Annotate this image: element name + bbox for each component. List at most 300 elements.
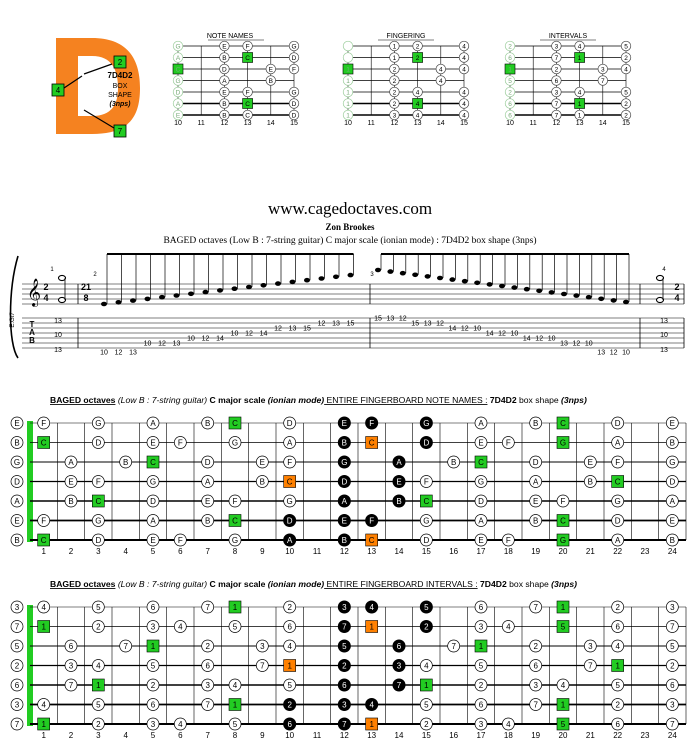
note-label: 5	[478, 661, 484, 671]
eighth-note	[586, 295, 592, 300]
note-label: C	[40, 438, 47, 448]
note-label: 7	[451, 642, 456, 651]
note-label: 2	[615, 603, 620, 612]
small-note-label: E	[268, 66, 273, 74]
note-label: 2	[287, 700, 292, 710]
tab-number: 10	[584, 340, 593, 348]
eighth-note	[387, 269, 393, 274]
note-label: D	[150, 497, 156, 506]
fret-number: 8	[232, 731, 238, 740]
fret-number: 4	[123, 547, 128, 556]
note-label: 7	[342, 720, 347, 729]
note-label: G	[341, 458, 348, 467]
note-label: B	[204, 419, 211, 428]
note-label: 7	[588, 661, 593, 671]
tab-number: 10	[54, 332, 62, 339]
small-fret-number: 10	[344, 120, 352, 127]
fret-number: 1	[41, 547, 46, 556]
small-note-label: 1	[577, 55, 582, 62]
fret-number: 18	[503, 547, 513, 556]
note-label: 5	[287, 681, 292, 690]
small-note-label: D	[175, 89, 181, 97]
tab-number: 12	[201, 335, 210, 343]
small-note-label: 2	[508, 43, 512, 51]
note-label: E	[478, 536, 484, 545]
eighth-note	[487, 282, 493, 287]
small-note-label: 7	[554, 101, 559, 108]
logo-label-line: (3nps)	[109, 101, 131, 108]
small-note-label: C	[245, 101, 250, 108]
note-label: E	[68, 477, 74, 487]
time-signature: 4	[674, 293, 680, 303]
small-note-label: 1	[392, 55, 397, 62]
logo-label-line: 7D4D2	[107, 71, 133, 80]
note-label: 1	[41, 720, 46, 729]
note-label: C	[232, 419, 238, 428]
note-label: C	[286, 477, 293, 487]
note-label: E	[669, 419, 676, 428]
tab-number: 13	[54, 347, 62, 354]
small-fret-number: 14	[436, 120, 445, 127]
small-note-label: D	[291, 112, 297, 120]
eighth-note	[304, 278, 310, 283]
fret-number: 16	[449, 731, 459, 740]
note-label: E	[478, 438, 484, 448]
eighth-note	[174, 293, 180, 298]
note-label: D	[669, 477, 676, 487]
note-label: B	[341, 438, 348, 448]
time-signature: 8	[83, 293, 89, 303]
note-label: F	[287, 458, 293, 467]
fret-number: 1	[41, 731, 46, 740]
fret-number: 13	[367, 731, 377, 740]
note-label: 4	[287, 642, 292, 651]
note-label: E	[341, 516, 348, 526]
note-label: D	[614, 516, 621, 526]
small-note-label: C	[245, 55, 250, 62]
fret-number: 13	[367, 547, 377, 556]
tab-number: 10	[187, 335, 195, 343]
tab-number: 15	[411, 320, 420, 328]
note-label: G	[669, 458, 676, 467]
small-note-label: G	[175, 78, 181, 85]
small-note-label: 2	[508, 89, 512, 97]
eighth-note	[536, 289, 542, 294]
tab-number: 13	[660, 347, 668, 354]
small-note-label: 4	[462, 55, 466, 62]
tab-number: 13	[54, 318, 62, 325]
tab-number: 12	[535, 335, 544, 343]
small-note-label: 4	[415, 89, 420, 97]
tab-number: 12	[114, 349, 123, 357]
note-label: 3	[150, 622, 156, 632]
author-name: Zon Brookes	[325, 222, 375, 232]
note-label: C	[560, 419, 566, 428]
note-label: G	[95, 419, 102, 428]
tab-number: 14	[485, 330, 494, 338]
note-label: 6	[287, 720, 292, 729]
eighth-note	[217, 288, 223, 293]
small-fret-number: 13	[243, 120, 252, 127]
fret-number: 19	[531, 731, 541, 740]
note-label: 3	[342, 700, 347, 710]
note-label: 5	[560, 720, 566, 729]
small-note-label: 2	[624, 55, 628, 62]
fret-number: 6	[178, 731, 183, 740]
fret-number: 20	[558, 731, 568, 740]
note-label: 1	[287, 661, 292, 671]
fret-number: 18	[503, 731, 513, 740]
note-label: F	[232, 497, 238, 506]
tab-number: 12	[398, 315, 407, 323]
note-label: G	[231, 438, 239, 448]
tab-number: 10	[547, 335, 556, 343]
eighth-note	[375, 268, 381, 273]
fret-number: 12	[339, 547, 349, 556]
tab-number: 12	[572, 340, 581, 348]
tab-number: 12	[460, 325, 469, 333]
eighth-note	[598, 297, 604, 302]
note-label: 7	[205, 603, 210, 612]
note-label: 4	[178, 622, 183, 632]
small-fret-number: 11	[367, 120, 375, 127]
small-note-label: 4	[438, 78, 443, 85]
small-note-label: B	[268, 78, 273, 85]
eighth-note	[246, 285, 252, 290]
note-label: 1	[615, 661, 620, 671]
note-label: A	[478, 419, 484, 428]
note-label: 7	[670, 622, 675, 632]
small-note-label: 1	[346, 66, 350, 74]
small-fret-number: 12	[220, 120, 229, 127]
small-fret-number: 12	[552, 120, 561, 127]
small-note-label: 4	[462, 43, 466, 51]
fret-number: 23	[640, 731, 650, 740]
eighth-note	[101, 302, 107, 307]
note-label: 1	[560, 603, 566, 612]
note-label: G	[149, 477, 157, 487]
tab-number: 15	[374, 315, 382, 323]
small-note-label: 2	[392, 78, 397, 85]
note-label: A	[396, 458, 402, 467]
tab-number: 10	[622, 349, 630, 357]
eighth-note	[203, 290, 209, 295]
note-label: 2	[342, 661, 347, 671]
small-note-label: 2	[392, 101, 397, 108]
note-label: D	[478, 497, 484, 506]
note-label: 6	[670, 681, 675, 690]
note-label: B	[450, 458, 457, 467]
note-label: F	[95, 477, 101, 487]
note-label: 2	[205, 642, 210, 651]
note-label: 5	[96, 603, 101, 612]
note-label: A	[532, 477, 539, 487]
note-label: F	[615, 458, 621, 467]
open-string-label: 5	[14, 642, 20, 651]
fret-number: 4	[123, 731, 128, 740]
fret-number: 15	[421, 731, 431, 740]
small-note-label: 4	[462, 101, 466, 108]
note-label: A	[286, 536, 293, 545]
small-note-label: 2	[392, 89, 397, 97]
tab-number: 10	[230, 330, 239, 338]
note-label: 2	[287, 603, 292, 612]
small-fret-number: 10	[506, 120, 514, 127]
note-label: A	[341, 497, 348, 506]
note-label: 1	[424, 681, 429, 690]
note-label: 5	[232, 720, 238, 729]
small-note-label: 6	[508, 55, 512, 62]
intervals-fingerboard	[11, 579, 686, 740]
note-label: D	[286, 419, 293, 428]
note-label: D	[423, 438, 430, 448]
small-note-label: C	[245, 112, 250, 120]
instrument-label: E.Gt7	[10, 312, 16, 328]
small-note-label: 1	[346, 78, 350, 85]
eighth-note	[611, 298, 617, 303]
note-label: 5	[424, 603, 429, 612]
note-label: A	[478, 516, 484, 526]
small-note-label: 6	[508, 112, 512, 120]
tab-number: 13	[288, 325, 297, 333]
open-string-label: E	[14, 419, 20, 428]
small-note-label: 4	[577, 89, 582, 97]
open-string-label: G	[13, 458, 21, 467]
time-signature: 21	[80, 282, 92, 292]
note-label: 1	[560, 700, 566, 710]
fret-number: 21	[585, 547, 595, 556]
eighth-note	[412, 273, 418, 278]
note-label: 5	[615, 681, 620, 690]
note-label: A	[204, 477, 211, 487]
measure-number: 2	[93, 272, 97, 278]
small-note-label: G	[291, 43, 297, 51]
note-label: D	[286, 516, 293, 526]
logo-label-line: SHAPE	[108, 92, 132, 99]
tab-number: 13	[172, 340, 181, 348]
fret-number: 3	[96, 547, 101, 556]
small-note-label: 1	[577, 101, 582, 108]
tab-number: 13	[332, 320, 340, 328]
small-fret-number: 13	[575, 120, 584, 127]
fret-number: 10	[285, 547, 295, 556]
tab-number: 15	[346, 320, 355, 328]
open-string-label: A	[14, 497, 20, 506]
note-label: D	[204, 458, 211, 467]
fret-number: 15	[421, 547, 431, 556]
eighth-note	[573, 293, 579, 298]
tab-number: 10	[143, 340, 152, 348]
small-note-label: 5	[624, 43, 628, 51]
tab-number: 10	[510, 330, 519, 338]
note-label: B	[68, 497, 74, 506]
note-label: 3	[260, 642, 265, 651]
small-note-label: 6	[508, 101, 512, 108]
note-label: 6	[396, 642, 402, 651]
note-label: E	[150, 438, 156, 448]
note-label: 3	[205, 681, 210, 690]
fret-number: 24	[667, 731, 677, 740]
note-label: A	[68, 458, 74, 467]
eighth-note	[130, 298, 136, 303]
note-label: 3	[533, 681, 538, 690]
fret-number: 16	[449, 547, 459, 556]
note-label: E	[150, 536, 156, 545]
half-note	[59, 297, 66, 302]
small-fret-number: 11	[197, 120, 205, 127]
note-label: 4	[506, 720, 511, 729]
note-label: E	[204, 497, 211, 506]
fret-number: 14	[394, 547, 404, 556]
eighth-note	[333, 275, 339, 280]
note-label: 6	[287, 622, 292, 632]
note-label: C	[95, 497, 102, 506]
note-label: E	[259, 458, 266, 467]
tab-number: 14	[259, 330, 268, 338]
small-note-label: 7	[554, 112, 559, 120]
note-label: 7	[342, 622, 347, 632]
note-label: E	[396, 477, 402, 487]
fret-number: 11	[312, 547, 322, 556]
small-diagram-title: NOTE NAMES	[206, 33, 254, 40]
tab-number: 10	[660, 332, 668, 339]
small-note-label: D	[222, 66, 227, 74]
eighth-note	[188, 292, 194, 297]
small-fret-number: 13	[413, 120, 422, 127]
small-note-label: 2	[415, 55, 420, 62]
note-label: 6	[615, 720, 620, 729]
small-fret-number: 14	[598, 120, 607, 127]
fret-number: 17	[476, 731, 486, 740]
tab-number: 10	[473, 325, 482, 333]
note-label: 4	[369, 700, 374, 710]
note-label: G	[231, 536, 239, 545]
note-label: 1	[369, 720, 374, 729]
note-label: 6	[478, 603, 484, 612]
time-signature: 2	[674, 282, 680, 292]
note-label: 4	[41, 603, 46, 612]
open-string-label: 7	[14, 622, 20, 632]
note-label: D	[614, 419, 621, 428]
note-label: G	[614, 497, 621, 506]
note-label: C	[560, 516, 566, 526]
note-label: D	[95, 536, 102, 545]
note-label: 1	[150, 642, 156, 651]
small-note-label: 2	[392, 66, 397, 74]
note-label: 4	[41, 700, 46, 710]
small-note-label: 1	[508, 66, 512, 74]
tab-number: 12	[158, 340, 166, 348]
tab-number: 13	[129, 349, 137, 357]
note-label: B	[669, 438, 676, 448]
small-note-label: 5	[624, 89, 628, 97]
note-label: A	[614, 536, 621, 545]
note-label: C	[40, 536, 47, 545]
note-label: A	[150, 419, 156, 428]
tab-number: 13	[386, 315, 395, 323]
measure-number: 4	[662, 267, 666, 273]
note-label: 7	[68, 681, 74, 690]
small-diagram-title: INTERVALS	[548, 33, 588, 40]
small-note-label: 2	[624, 101, 628, 108]
note-label: 6	[68, 642, 74, 651]
note-label: 1	[369, 622, 374, 632]
small-note-label: A	[175, 101, 181, 108]
small-note-label: 7	[554, 55, 559, 62]
small-note-label: E	[222, 89, 227, 97]
staff-notation	[10, 254, 684, 358]
half-note	[657, 297, 664, 302]
fingerboard-title: BAGED octaves (Low B : 7-string guitar) C major scale (ionian mode) ENTIRE FINGERBOARD NOTE NAMES : 7D4D2 box shape (3nps)	[50, 395, 587, 405]
small-fret-number: 15	[290, 120, 298, 127]
time-signature: 2	[43, 282, 49, 292]
note-label: 6	[533, 661, 538, 671]
small-note-label: 3	[600, 66, 605, 74]
small-note-label: 1	[392, 43, 397, 51]
eighth-note	[400, 271, 406, 276]
note-label: G	[559, 438, 567, 448]
fret-number: 12	[339, 731, 349, 740]
note-label: 5	[670, 642, 675, 651]
note-label: F	[177, 438, 183, 448]
note-label: 6	[150, 603, 156, 612]
fret-number: 20	[558, 547, 568, 556]
fret-number: 21	[585, 731, 595, 740]
note-label: A	[286, 438, 293, 448]
note-label: G	[559, 536, 567, 545]
tab-number: 12	[609, 349, 618, 357]
note-label: F	[177, 536, 183, 545]
eighth-note	[561, 292, 567, 297]
note-label: D	[341, 477, 348, 487]
small-note-label: 5	[508, 78, 512, 85]
small-note-label: 1	[346, 112, 350, 120]
note-label: 3	[150, 720, 156, 729]
eighth-note	[623, 300, 629, 305]
score-subtitle: BAGED octaves (Low B : 7-string guitar) C major scale (ionian mode) : 7D4D2 box shape (3nps)	[163, 236, 537, 246]
note-label: 4	[96, 661, 101, 671]
open-string-label: 7	[14, 720, 20, 729]
note-label: 3	[342, 603, 347, 612]
note-label: 7	[396, 681, 402, 690]
note-label: F	[41, 516, 47, 526]
note-label: 7	[670, 720, 675, 729]
note-label: B	[396, 497, 402, 506]
tab-clef-letter: A	[29, 328, 35, 337]
note-label: 2	[670, 661, 675, 671]
note-label: 1	[232, 700, 238, 710]
note-names-fingerboard	[11, 395, 686, 556]
note-label: 7	[205, 700, 210, 710]
fret-number: 24	[667, 547, 677, 556]
fret-number: 22	[613, 547, 623, 556]
small-fret-number: 14	[266, 120, 275, 127]
tab-number: 15	[303, 325, 311, 333]
tab-number: 13	[423, 320, 432, 328]
small-note-label: B	[222, 101, 227, 108]
eighth-note	[290, 280, 296, 285]
note-label: 5	[424, 700, 429, 710]
fret-number: 7	[205, 547, 210, 556]
eighth-note	[261, 283, 267, 288]
note-label: 2	[533, 642, 538, 651]
note-label: 3	[478, 622, 484, 632]
system-brace	[11, 256, 19, 358]
tab-clef-letter: B	[29, 336, 35, 345]
tab-number: 12	[436, 320, 444, 328]
eighth-note	[425, 274, 431, 279]
note-label: 2	[424, 622, 429, 632]
